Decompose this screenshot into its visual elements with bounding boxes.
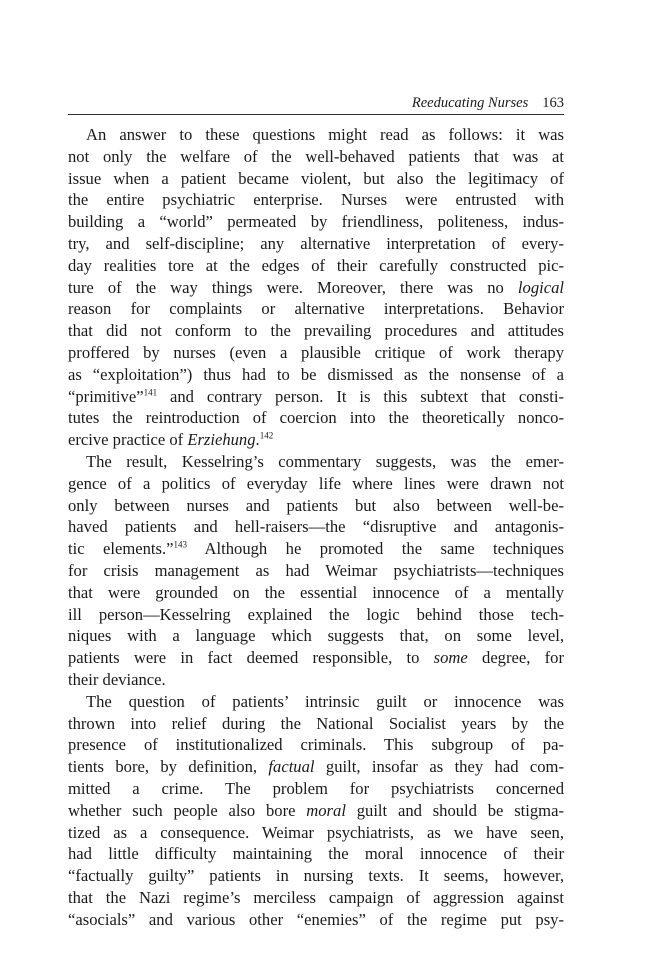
text-run: degree, for bbox=[467, 648, 564, 668]
paragraph bbox=[68, 124, 564, 451]
text-run: tized as a consequence. Weimar psychiatrists, as we have seen, bbox=[68, 822, 564, 842]
text-line bbox=[68, 843, 564, 865]
text-run: niques with a language which suggests that, on some level, bbox=[68, 626, 564, 646]
text-run: building a “world” permeated by friendliness, politeness, indus- bbox=[68, 212, 564, 232]
text-line bbox=[68, 691, 564, 713]
text-run: ill person—Kesselring explained the logic behind those tech- bbox=[68, 604, 564, 624]
text-line bbox=[68, 451, 564, 473]
text-run: that were grounded on the essential innocence of a mentally bbox=[68, 582, 564, 602]
text-run: The question of patients’ intrinsic guilt or innocence was bbox=[86, 691, 564, 711]
text-line bbox=[68, 233, 564, 255]
text-line bbox=[68, 669, 564, 691]
text-line bbox=[68, 604, 564, 626]
footnote-marker: 142 bbox=[259, 430, 274, 441]
italic-text: some bbox=[433, 648, 468, 668]
italic-text: factual bbox=[268, 757, 315, 777]
paragraph bbox=[68, 451, 564, 691]
running-head-title: Reeducating Nurses bbox=[411, 95, 529, 111]
text-line bbox=[68, 407, 564, 429]
text-run: the entire psychiatric enterprise. Nurses were entrusted with bbox=[68, 190, 564, 210]
text-run: had little difficulty maintaining the moral innocence of their bbox=[68, 844, 564, 864]
text-run: presence of institutionalized criminals. This subgroup of pa- bbox=[68, 735, 564, 755]
text-run: ercive practice of bbox=[68, 430, 188, 450]
text-run: . bbox=[255, 430, 260, 450]
text-line bbox=[68, 429, 564, 451]
text-line bbox=[68, 887, 564, 909]
text-run: An answer to these questions might read as follows: it was bbox=[86, 125, 564, 144]
text-run: that the Nazi regime’s merciless campaign of aggression against bbox=[68, 887, 564, 907]
text-line bbox=[68, 495, 564, 517]
footnote-marker: 143 bbox=[173, 539, 188, 550]
text-run: try, and self-discipline; any alternative interpretation of every- bbox=[68, 233, 564, 253]
page-number: 163 bbox=[542, 95, 564, 111]
text-line bbox=[68, 298, 564, 320]
text-run: ture of the way things were. Moreover, there was no bbox=[68, 277, 518, 297]
text-line bbox=[68, 756, 564, 778]
text-line bbox=[68, 822, 564, 844]
text-line bbox=[68, 211, 564, 233]
text-run: guilt, insofar as they had com- bbox=[314, 757, 564, 777]
text-line bbox=[68, 189, 564, 211]
text-run: proffered by nurses (even a plausible critique of work therapy bbox=[68, 342, 564, 362]
text-run: whether such people also bore bbox=[68, 800, 307, 820]
text-line bbox=[68, 473, 564, 495]
text-run: “primitive” bbox=[68, 386, 144, 406]
text-line bbox=[68, 168, 564, 190]
text-line bbox=[68, 342, 564, 364]
text-run: only between nurses and patients but also between well-be- bbox=[68, 495, 564, 515]
text-line bbox=[68, 625, 564, 647]
text-run: as “exploitation”) thus had to be dismissed as the nonsense of a bbox=[68, 364, 564, 384]
text-run: The result, Kesselring’s commentary suggests, was the emer- bbox=[86, 451, 564, 471]
text-run: mitted a crime. The problem for psychiatrists concerned bbox=[68, 778, 564, 798]
text-run: Although he promoted the same techniques bbox=[187, 539, 564, 559]
text-line bbox=[68, 146, 564, 168]
text-run: reason for complaints or alternative interpretations. Behavior bbox=[68, 299, 564, 319]
text-line bbox=[68, 386, 564, 408]
text-run: tutes the reintroduction of coercion into the theoretically nonco- bbox=[68, 408, 564, 428]
footnote-marker: 141 bbox=[143, 387, 158, 398]
text-line bbox=[68, 364, 564, 386]
text-run: guilt and should be stigma- bbox=[345, 800, 564, 820]
text-run: that did not conform to the prevailing procedures and attitudes bbox=[68, 321, 564, 341]
text-run: haved patients and hell-raisers—the “disruptive and antagonis- bbox=[68, 517, 564, 537]
text-run: day realities tore at the edges of their carefully constructed pic- bbox=[68, 255, 564, 275]
italic-text: logical bbox=[517, 277, 564, 297]
text-line bbox=[68, 277, 564, 299]
italic-text: moral bbox=[306, 800, 346, 820]
text-run: “factually guilty” patients in nursing texts. It seems, however, bbox=[68, 866, 564, 886]
text-line bbox=[68, 516, 564, 538]
text-run: “asocials” and various other “enemies” of the regime put psy- bbox=[68, 909, 564, 929]
text-run: issue when a patient became violent, but also the legitimacy of bbox=[68, 168, 564, 188]
text-run: tients bore, by definition, bbox=[68, 757, 269, 777]
body-text bbox=[68, 124, 564, 930]
text-line bbox=[68, 582, 564, 604]
text-run: not only the welfare of the well-behaved patients that was at bbox=[68, 146, 564, 166]
italic-text: Erziehung bbox=[187, 430, 256, 450]
text-line bbox=[68, 560, 564, 582]
text-line bbox=[68, 778, 564, 800]
text-line bbox=[68, 865, 564, 887]
text-run: for crisis management as had Weimar psychiatrists—techniques bbox=[68, 560, 564, 580]
text-run: tic elements.” bbox=[68, 539, 174, 559]
text-run: gence of a politics of everyday life where lines were drawn not bbox=[68, 473, 564, 493]
text-line bbox=[68, 538, 564, 560]
text-run: their deviance. bbox=[68, 669, 166, 689]
paragraph bbox=[68, 691, 564, 931]
text-line bbox=[68, 255, 564, 277]
text-line bbox=[68, 734, 564, 756]
text-line bbox=[68, 713, 564, 735]
text-run: patients were in fact deemed responsible, to bbox=[68, 648, 434, 668]
running-head bbox=[68, 92, 564, 114]
text-run: thrown into relief during the National Socialist years by the bbox=[68, 713, 564, 733]
text-line bbox=[68, 320, 564, 342]
text-line bbox=[68, 800, 564, 822]
text-line bbox=[68, 909, 564, 931]
text-run: and contrary person. It is this subtext that consti- bbox=[157, 386, 564, 406]
text-line bbox=[68, 124, 564, 146]
header-rule bbox=[68, 114, 564, 115]
text-line bbox=[68, 647, 564, 669]
